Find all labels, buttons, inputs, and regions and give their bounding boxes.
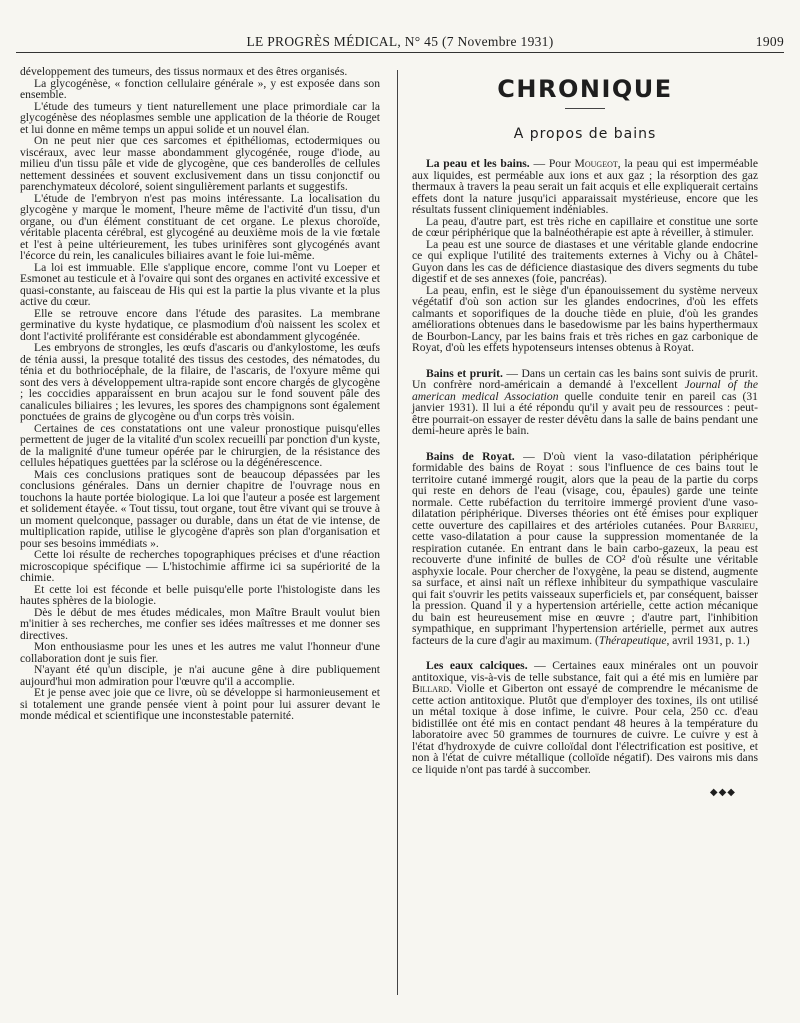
paragraph-peau-bains: La peau et les bains. — Pour Mougeot, la peau qui est imperméable aux liquides, est perméable aux ions et aux gaz ; la résorption des gaz thermaux à travers la peau serait un fait acquis et elle expliquerait certains effets dont la nature jusqu'ici apparaissait mystérieuse, encore que les résultats fussent cliniquement indéniables. <box>412 157 759 216</box>
paragraph: Certaines de ces constatations ont une valeur pronostique puisqu'elles permettent de juger de la vitalité d'un scolex recueilli par ponction d'un kyste, de la malignité d'une tumeur opérée par le chirurgien, de la résistance des cellules hépatiques guettées par la sclérose ou la dégénérescence. <box>20 421 380 469</box>
left-column <box>20 66 380 722</box>
run-in-heading: Bains de Royat. <box>426 449 515 463</box>
right-column <box>412 66 758 799</box>
paragraph: La peau, d'autre part, est très riche en capillaire et constitue une sorte de cœur périphérique que la balnéothérapie est apte à réveiller, à stimuler. <box>412 214 758 239</box>
heading-rule <box>565 108 605 109</box>
paragraph: Mon enthousiasme pour les unes et les autres me valut l'honneur d'une collaboration dont je suis fier. <box>20 640 380 665</box>
journal-title: LE PROGRÈS MÉDICAL, N° 45 (7 Novembre 1931) <box>246 34 554 49</box>
paragraph: Mais ces conclusions pratiques sont de beaucoup dépassées par les conclusions générales. Dans un dernier chapitre de l'ouvrage nous en touchons la haute portée biologique. La loi que l'auteur a posée est largement et solidement étayée. « Tout tissu, tout organe, tout être vivant qui se trouve à un moment quelconque, passager ou durable, dans un état de vie intense, de multiplication rapide, utilise le glycogène d'après son plan d'organisation et pour ses besoins immédiats ». <box>20 467 380 550</box>
page-number: 1909 <box>755 34 784 49</box>
end-ornament: ◆◆◆ <box>709 787 736 798</box>
paragraph-bains-prurit: Bains et prurit. — Dans un certain cas les bains sont suivis de prurit. Un confrère nord-américain a demandé à l'excellent Journal of the american medical Association quelle conduite tenir en pareil cas (31 janvier 1931). Il lui a été répondu qu'il y avait peu de ressources : peut-être pourrait-on essayer de rester dévêtu dans la salle de bains pendant une demi-heure après le bain. <box>412 366 758 437</box>
section-subheading: A propos de bains <box>513 125 657 142</box>
journal-name: Journal of the american medical Association <box>412 378 758 403</box>
paragraph: Et cette loi est féconde et belle puisqu'elle porte l'histologiste dans les hautes sphères de la biologie. <box>20 582 380 607</box>
paragraph: Dès le début de mes études médicales, mon Maître Brault voulut bien m'initier à ses recherches, me confier ses idées maîtresses et me donner ses directives. <box>20 605 380 642</box>
run-in-heading: La peau et les bains. <box>426 157 530 170</box>
paragraph: L'étude des tumeurs y tient naturellement une place primordiale car la glycogénèse des néoplasmes semble une application de la théorie de Rouget et lui donne en même temps un appui solide et un nouvel élan. <box>20 99 380 136</box>
run-in-heading: Les eaux calciques. <box>426 659 528 672</box>
author-name: Mougeot <box>574 157 618 170</box>
source-name: Thérapeutique <box>598 633 667 647</box>
paragraph: développement des tumeurs, des tissus normaux et des êtres organisés. <box>20 65 348 78</box>
author-name: Billard <box>412 682 450 695</box>
paragraph: L'étude de l'embryon n'est pas moins intéressante. La localisation du glycogène y marque le moment, l'heure même de l'activité d'un tissu, d'un organe, ou d'un élément constituant de cet organe. Le plexus choroïde, véritable placenta cérébral, est glycogéné au deuxième mois de la vie fœtale et l'est à peine ultérieurement, les tubes urinifères sont glycogénés avant l'écorce du rein, les canalicules biliaires avant le foie lui-même. <box>20 191 380 262</box>
paragraph: On ne peut nier que ces sarcomes et épithéliomas, ectodermiques ou viscéraux, avec leur masse abondamment glycogénée, rouge d'iode, au milieu d'un tissu pâle et vide de glycogène, que ces banderolles de cellules nettement dessinées et souvent exclusivement dans un tissu conjonctif ou parenchymateux décoloré, soient singulièrement parlants et suggestifs. <box>20 134 380 193</box>
paragraph: Et je pense avec joie que ce livre, où se développe si harmonieusement et si totalement une grande pensée vient à point pour lui assurer devant le monde médical et scientifique une inconstestable paternité. <box>20 686 380 722</box>
run-in-heading: Bains et prurit. <box>426 366 503 380</box>
paragraph: La peau, enfin, est le siège d'un épanouissement du système nerveux végétatif d'où son action sur les glandes endocrines, d'où les effets calmants et soporifiques de la douche tiède en pluie, d'où les grandes améliorations obtenues dans le basedowisme par les bains hyperthermaux de Bourbon-Lancy, par les bains frais et très riches en gaz carbonique de Royat, d'où les effets hypotenseurs intenses obtenus à Royat. <box>412 283 758 354</box>
paragraph-eaux-calciques: Les eaux calciques. — Certaines eaux minérales ont un pouvoir antitoxique, vis-à-vis de telle substance, fait qui a été mis en lumière par Billard. Violle et Giberton ont essayé de comprendre le mécanisme de cette action antitoxique. Plutôt que d'employer des toxines, ils ont utilisé un métal toxique à dose infime, le cuivre. Pour cela, 250 cc. d'eau bidistillée ont été mis en contact pendant 48 heures à la température du laboratoire avec 50 grammes de tournures de cuivre. Le cuivre y est à l'état d'hydroxyde de cuivre colloïdal dont l'électrification est positive, et non à l'état de cuivre métallique (colloïde négatif). Des vairons mis dans ce liquide n'ont pas tardé à succomber. <box>412 659 759 776</box>
paragraph: La peau est une source de diastases et une véritable glande endocrine ce qui explique l'utilité des traitements externes à Vichy ou à Châtel-Guyon dans les cas de déficience diastasique des divers segments du tube digestif et de ses annexes (foie, pancréas). <box>412 237 758 285</box>
running-head <box>16 32 784 53</box>
author-name: Barrieu <box>717 518 756 532</box>
column-divider <box>397 70 398 995</box>
section-heading: CHRONIQUE <box>497 75 673 103</box>
paragraph: Cette loi résulte de recherches topographiques précises et d'une réaction microscopique spécifique — L'histochimie affirme ici sa supériorité de la chimie. <box>20 548 380 584</box>
paragraph-bains-royat: Bains de Royat. — D'où vient la vaso-dilatation périphérique formidable des bains de Royat : sous l'influence de ces bains tout le territoire cutané immergé rougit, alors que la peau de la partie du corps qui reste en dehors de l'eau (visage, cou, épaules) garde une teinte normale. Cette rubéfaction du territoire immergé provient d'une vaso-dilatation périphérique. Diverses théories ont été émises pour expliquer cette ouverture des capillaires et des artérioles cutanées. Pour Barrieu, cette vaso-dilatation a pour cause la suppression momentanée de la respiration cutanée. En entrant dans le bain carbo-gazeux, la peau est recouverte d'une infinité de bulles de CO² d'où résulte une véritable asphyxie locale. Pour chercher de l'oxygène, la peau se distend, augmente sa surface, et ainsi naît un réflexe inhibiteur du sympathique vasculaire qui fait s'ouvrir les petits vaisseaux superficiels et, par conséquent, baisser la pression. Quand il y a hypertension artérielle, cette action mécanique du bain est heureusement mise en œuvre ; d'autre part, l'inhibition sympathique, en supprimant l'hypertension artérielle, permet aux autres facteurs de la cure d'agir au maximum. (Thérapeutique, avril 1931, p. 1.) <box>412 449 759 647</box>
paragraph: La loi est immuable. Elle s'applique encore, comme l'ont vu Loeper et Esmonet au testicule et à l'ovaire qui sont des organes en activité excessive et quasi-constante, au faisceau de His qui est la partie la plus vivante et la plus active du cœur. <box>20 260 380 308</box>
paragraph: Elle se retrouve encore dans l'étude des parasites. La membrane germinative du kyste hydatique, ce plasmodium d'où naissent les scolex et dont l'activité proliférante est considérable est abondamment glycogénée. <box>20 306 380 343</box>
paragraph: Les embryons de strongles, les œufs d'ascaris ou d'ankylostome, les œufs de ténia aussi, la presque totalité des tissus des cestodes, des nématodes, du ténia et du bothriocéphale, de la filaire, de l'ascaris, de l'oxyure même qui sont des vers à développement ultra-rapide sont encore chargés de glycogène ; les coccidies apparaissent en brun acajou sur le fond souvent pâle des canalicules biliaires ; les levures, les spores des champignons sont également ponctuées de grains de glycogène ou d'un corps très voisin. <box>20 341 380 423</box>
paragraph: La glycogénèse, « fonction cellulaire générale », y est exposée dans son ensemble. <box>20 76 380 101</box>
paragraph: N'ayant été qu'un disciple, je n'ai aucune gêne à dire publiquement aujourd'hui mon admiration pour l'œuvre qu'il a accomplie. <box>20 663 380 688</box>
